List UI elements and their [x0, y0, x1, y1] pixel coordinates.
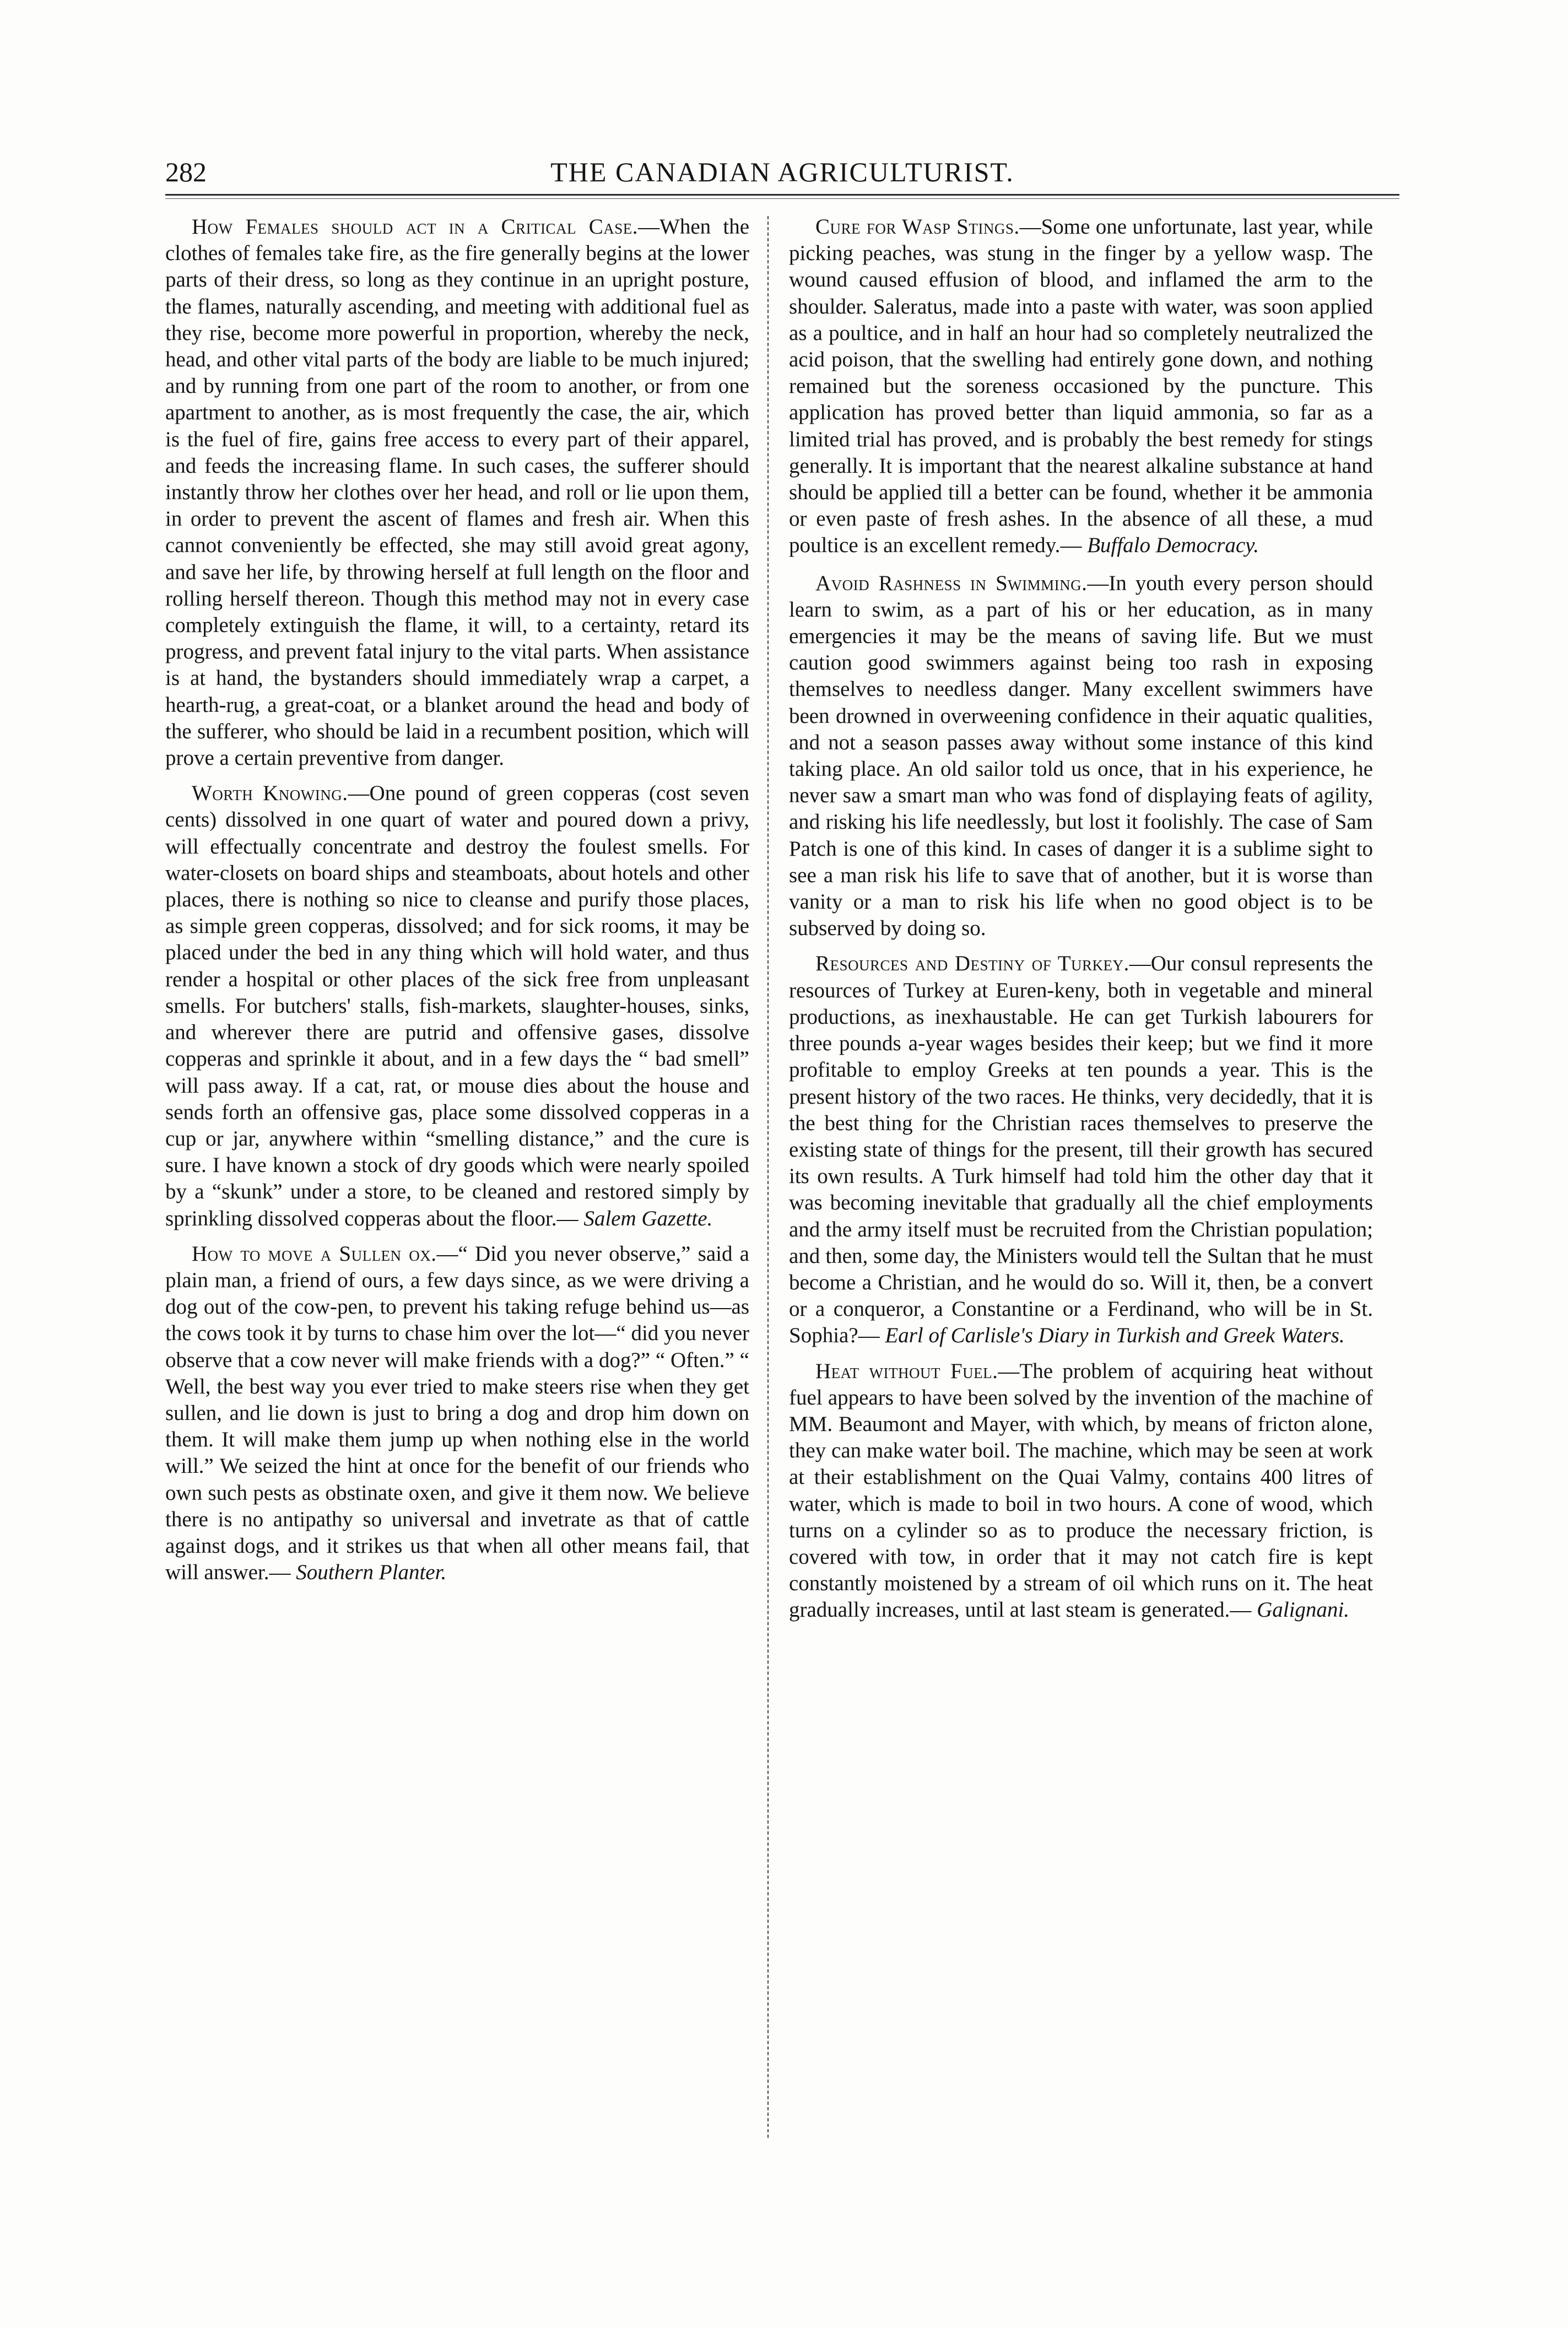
- article-headline: Avoid Rashness in Swimming.: [815, 571, 1088, 595]
- header-rule-thin: [165, 198, 1399, 199]
- article-females-critical-case: [165, 214, 749, 771]
- article-resources-turkey: [789, 950, 1373, 1349]
- article-sullen-ox: [165, 1241, 749, 1586]
- article-headline: Resources and Destiny of Turkey.: [815, 952, 1129, 976]
- article-heat-without-fuel: [789, 1358, 1373, 1624]
- running-title: THE CANADIAN AGRICULTURIST.: [550, 156, 1014, 187]
- article-source: Buffalo Democracy.: [1087, 533, 1259, 558]
- article-headline: How to move a Sullen ox.: [192, 1241, 437, 1266]
- article-body: —Our consul represents the resources of Turkey at Euren-keny, both in vegetable and mineral productions, as inexhaustable. He can get Turkish labourers for three pounds a-year wages besides their keep; but we find it more profitable to employ Greeks at ten pounds a year. This is the present history of the two races. He thinks, very decidedly, that it is the best thing for the Christian races themselves to preserve the existing state of things for the present, till their growth has secured its own results. A Turk himself had told him the other day that it was becoming inevitable that gradually all the chief employments and the army itself must be recruited from the Christian population; and then, some day, the Ministers would tell the Sultan that he must become a Christian, and he would do so. Will it, then, be a convert or a conqueror, a Constantine or a Ferdinand, who will be in St. Sophia?—: [789, 952, 1373, 1348]
- article-rashness-swimming: [789, 570, 1373, 942]
- article-body: —The problem of acquiring heat without fuel appears to have been solved by the invention of the machine of MM. Beaumont and Mayer, with which, by means of fricton alone, they can make water boil. The machine, which may be seen at work at their establishment on the Quai Valmy, contains 400 litres of water, which is made to boil in two hours. A cone of wood, which turns on a cylinder so as to produce the necessary friction, is covered with tow, in order that it may not catch fire is kept constantly moistened by a stream of oil which runs on it. The heat gradually increases, until at last steam is generated.—: [789, 1359, 1373, 1622]
- article-body: —When the clothes of females take fire, as the fire generally begins at the lower parts of their dress, so long as they continue in an upright posture, the flames, naturally ascending, and meeting with additional fuel as they rise, become more powerful in proportion, whereby the neck, head, and other vital parts of the body are liable to be much injured; and by running from one part of the room to another, or from one apartment to another, as is most frequently the case, the air, which is the fuel of fire, gains free access to every part of their apparel, and feeds the increasing flame. In such cases, the sufferer should instantly throw her clothes over her head, and roll or lie upon them, in order to prevent the ascent of flames and fresh air. When this cannot conveniently be effected, she may still avoid great agony, and save her life, by throwing herself at full length on the floor and rolling herself thereon. Though this method may not in every case completely extinguish the flame, it will, to a certainty, retard its progress, and prevent fatal injury to the vital parts. When assistance is at hand, the bystanders should immediately wrap a carpet, a hearth-rug, a great-coat, or a blanket around the head and body of the sufferer, who should be laid in a recumbent position, which will prove a certain preventive from danger.: [165, 215, 749, 770]
- article-body: —Some one unfortunate, last year, while picking peaches, was stung in the finger by a yellow wasp. The wound caused effusion of blood, and inflamed the arm to the shoulder. Saleratus, made into a paste with water, was soon applied as a poultice, and in half an hour had so completely neutralized the acid poison, that the swelling had entirely gone down, and nothing remained but the soreness occasioned by the puncture. This application has proved better than liquid ammonia, so far as a limited trial has proved, and is probably the best remedy for stings generally. It is important that the nearest alkaline substance at hand should be applied till a better can be found, whether it be ammonia or even paste of fresh ashes. In the absence of all these, a mud poultice is an excellent remedy.—: [789, 215, 1373, 558]
- article-source: Southern Planter.: [296, 1560, 447, 1585]
- page-number: 282: [165, 156, 207, 187]
- column-divider: [767, 216, 769, 2138]
- header-rule: [165, 194, 1399, 196]
- page-header: [165, 155, 1399, 188]
- article-source: Earl of Carlisle's Diary in Turkish and Greek Waters.: [885, 1324, 1345, 1348]
- left-column: [165, 214, 749, 1595]
- article-worth-knowing: [165, 780, 749, 1231]
- right-column: [789, 214, 1373, 1633]
- article-headline: How Females should act in a Critical Case.: [192, 215, 639, 239]
- article-headline: Heat without Fuel.: [815, 1359, 998, 1383]
- article-wasp-stings: [789, 214, 1373, 559]
- article-body: —One pound of green copperas (cost seven cents) dissolved in one quart of water and poured down a privy, will effectually concentrate and destroy the foulest smells. For water-closets on board ships and steamboats, about hotels and other places, there is nothing so nice to cleanse and purify those places, as simple green copperas, dissolved; and for sick rooms, it may be placed under the bed in any thing which will hold water, and thus render a hospital or other places of the sick free from unpleasant smells. For butchers' stalls, fish-markets, slaughter-houses, sinks, and wherever there are putrid and offensive gases, dissolve copperas and sprinkle it about, and in a few days the “ bad smell” will pass away. If a cat, rat, or mouse dies about the house and sends forth an offensive gas, place some dissolved copperas in a cup or jar, anywhere within “smelling distance,” and the cure is sure. I have known a stock of dry goods which were nearly spoiled by a “skunk” under a store, to be cleaned and restored simply by sprinkling dissolved copperas about the floor.—: [165, 781, 749, 1230]
- article-headline: Cure for Wasp Stings.: [815, 215, 1020, 239]
- article-source: Salem Gazette.: [583, 1206, 713, 1230]
- article-source: Galignani.: [1257, 1598, 1349, 1622]
- article-body: —In youth every person should learn to swim, as a part of his or her education, as in many emergencies it may be the means of saving life. But we must caution good swimmers against being too rash in exposing themselves to needless danger. Many excellent swimmers have been drowned in overweening confidence in their aquatic qualities, and not a season passes away without some instance of this kind taking place. An old sailor told us once, that in his experience, he never saw a smart man who was fond of displaying feats of agility, and risking his life needlessly, but lost it foolishly. The case of Sam Patch is one of this kind. In cases of danger it is a sublime sight to see a man risk his life to save that of another, but it is worse than vanity or a man to risk his life when no good object is to be subserved by doing so.: [789, 571, 1374, 941]
- article-body: —“ Did you never observe,” said a plain man, a friend of ours, a few days since, as we were driving a dog out of the cow-pen, to prevent his taking refuge behind us—as the cows took it by turns to chase him over the lot—“ did you never observe that a cow never will make friends with a dog?” “ Often.” “ Well, the best way you ever tried to make steers rise when they get sullen, and lie down is just to bring a dog and drop him down on them. It will make them jump up when nothing else in the world will.” We seized the hint at once for the benefit of our friends who own such pests as obstinate oxen, and give it them now. We believe there is no antipathy so universal and invetrate as that of cattle against dogs, and it strikes us that when all other means fail, that will answer.—: [165, 1241, 749, 1585]
- article-headline: Worth Knowing.: [192, 781, 348, 806]
